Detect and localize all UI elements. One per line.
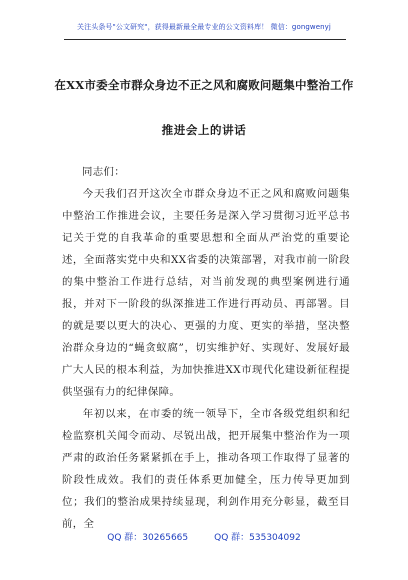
- document-subtitle: 推进会上的讲话: [161, 123, 247, 137]
- footer-qq-group-1: QQ 群：30265665: [107, 533, 189, 543]
- document-body: [62, 161, 350, 535]
- document-title: 在XX市委全市群众身边不正之风和腐败问题集中整治工作: [54, 78, 354, 92]
- footer: [0, 530, 408, 543]
- paragraph: 今天我们召开这次全市群众身边不正之风和腐败问题集中整治工作推进会议，主要任务是深入学习贯彻习近平总书记关于党的自我革命的重要思想和全面从严治党的重要论述，全面落实党中央和XX省委的决策部署，对我市前一阶段的集中整治工作进行总结，对当前发现的典型案例进行通报，并对下一阶段的纵深推进工作进行再动员、再部署。目的就是要以更大的决心、更强的力度、更实的举措，坚决整治群众身边的“蝇贪蚁腐”，切实维护好、实现好、发展好最广大人民的根本利益，为加快推进XX市现代化建设新征程提供坚强有力的纪律保障。: [62, 188, 350, 398]
- footer-qq-group-2: QQ 群：535304092: [214, 533, 301, 543]
- salutation: 同志们：: [82, 166, 125, 178]
- header-divider: [64, 39, 346, 40]
- header-banner: 关注头条号"公文研究"，获得最新最全最专业的公文资料库！ 微信：gongwenyj: [77, 23, 331, 31]
- paragraph: 年初以来，在市委的统一领导下，全市各级党组织和纪检监察机关闻令而动、尽锐出战，把开展集中整治作为一项严肃的政治任务紧紧抓在手上，推动各项工作取得了显著的阶段性成效。我们的责任体系更加健全，压力传导更加到位；我们的整治成果持续显现，利剑作用充分彰显，截至目前，全: [62, 408, 350, 530]
